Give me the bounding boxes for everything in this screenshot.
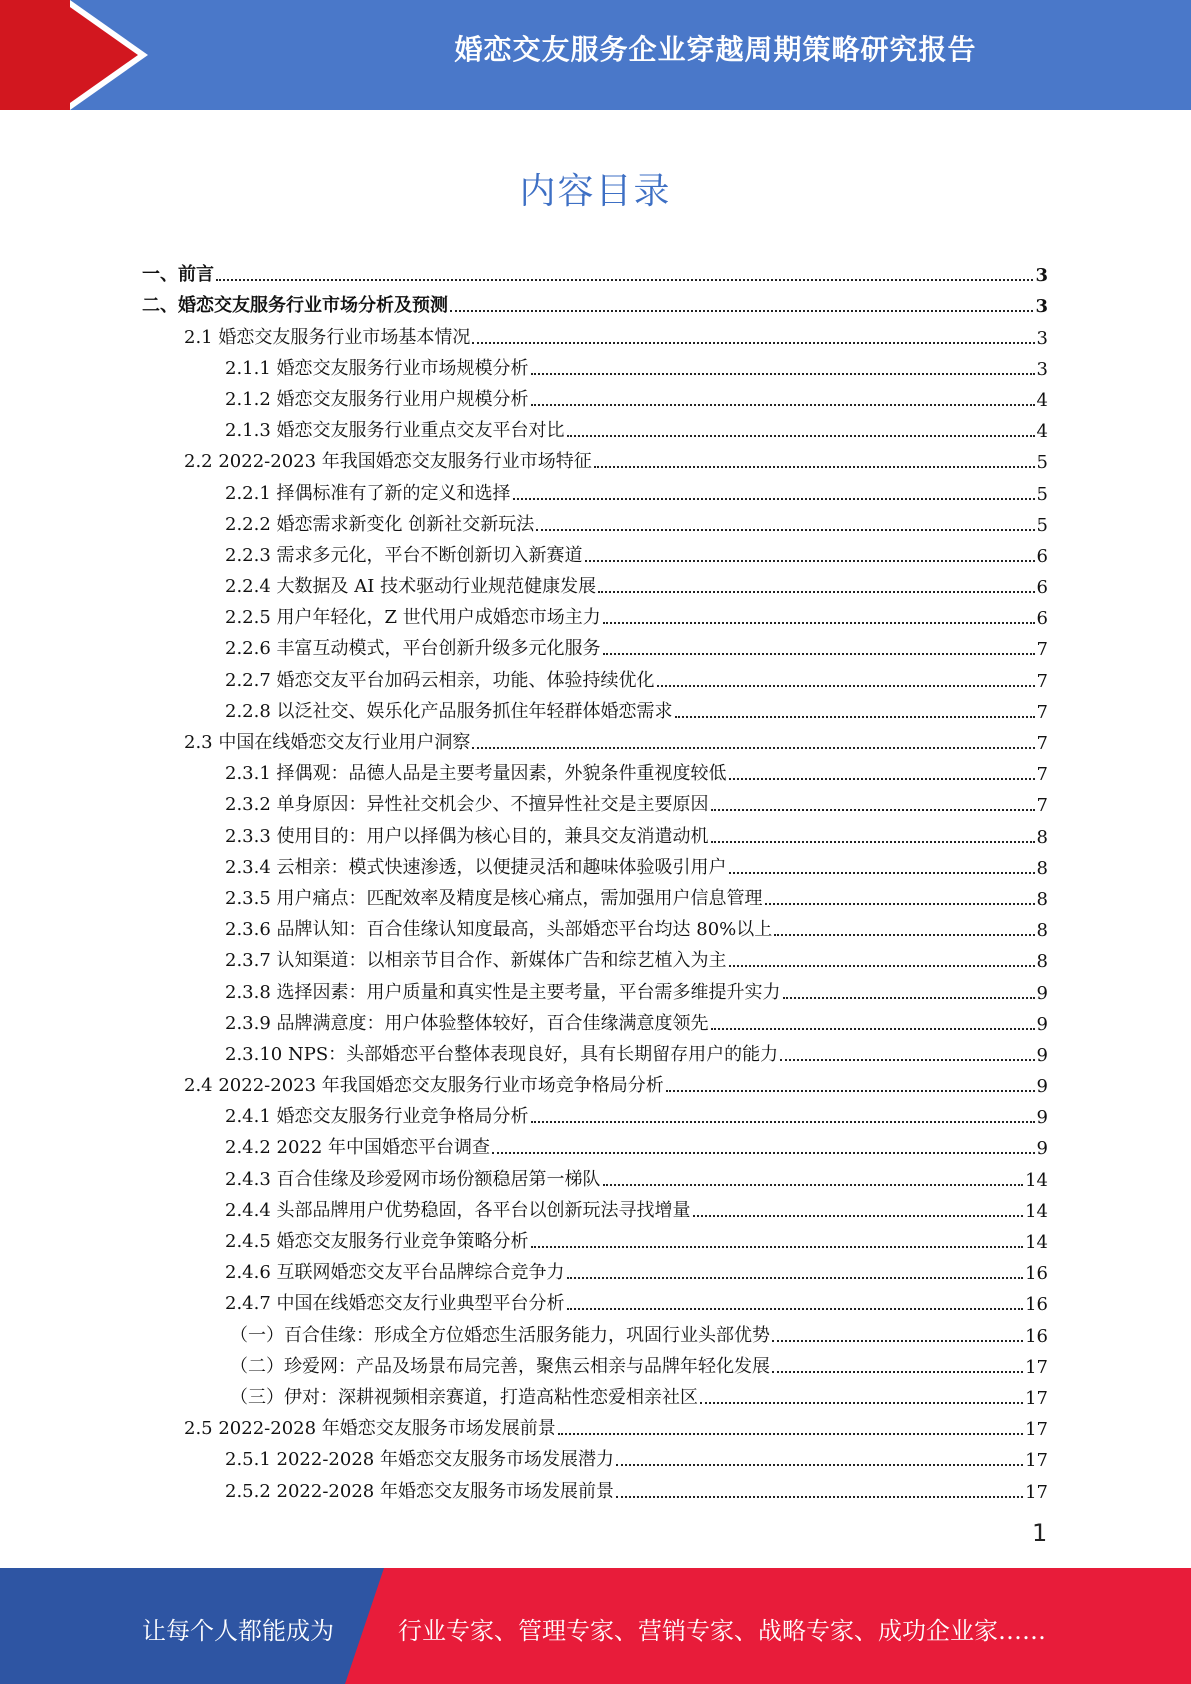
toc-entry[interactable]	[142, 1378, 1048, 1409]
toc-dot-leader	[616, 1463, 1023, 1466]
toc-dot-leader	[765, 902, 1035, 905]
toc-entry-page: 17	[1025, 1356, 1048, 1378]
toc-entry-title: 2.1.1 婚恋交友服务行业市场规模分析	[225, 357, 529, 379]
toc-entry[interactable]	[142, 879, 1048, 910]
toc-dot-leader	[783, 996, 1035, 999]
toc-dot-leader	[492, 1151, 1034, 1154]
toc-dot-leader	[774, 933, 1034, 936]
toc-dot-leader	[531, 1120, 1035, 1123]
toc-dot-leader	[700, 1401, 1023, 1404]
toc-entry-title: 2.3.3 使用目的：用户以择偶为核心目的，兼具交友消遣动机	[225, 825, 709, 847]
toc-entry-page: 8	[1036, 826, 1048, 848]
toc-entry[interactable]	[142, 692, 1048, 723]
toc-entry-page: 3	[1035, 265, 1048, 287]
toc-entry[interactable]	[142, 411, 1048, 442]
toc-heading: 内容目录	[519, 171, 672, 212]
toc-dot-leader	[693, 1214, 1024, 1217]
toc-dot-leader	[558, 1432, 1023, 1435]
toc-dot-leader	[216, 278, 1033, 281]
toc-dot-leader	[711, 1027, 1035, 1030]
toc-entry-title: 2.3.8 选择因素：用户质量和真实性是主要考量，平台需多维提升实力	[225, 981, 781, 1003]
toc-entry-title: 2.4.7 中国在线婚恋交友行业典型平台分析	[225, 1293, 565, 1315]
toc-entry-page: 7	[1036, 670, 1048, 692]
toc-entry-title: 2.3.6 品牌认知：百合佳缘认知度最高，头部婚恋平台均达 80%以上	[225, 919, 773, 941]
toc-entry-title: 2.4.2 2022 年中国婚恋平台调查	[225, 1137, 491, 1159]
footer-slogan-right: 行业专家、管理专家、营销专家、战略专家、成功企业家……	[398, 1617, 1046, 1645]
toc-dot-leader	[450, 309, 1033, 312]
toc-entry-page: 8	[1036, 857, 1048, 879]
toc-entry[interactable]	[142, 1315, 1048, 1346]
toc-dot-leader	[567, 1276, 1024, 1279]
toc-dot-leader	[567, 1307, 1024, 1310]
toc-entry[interactable]	[142, 1409, 1048, 1440]
toc-entry-title: 2.4.1 婚恋交友服务行业竞争格局分析	[225, 1106, 529, 1128]
toc-entry-page: 9	[1036, 1138, 1048, 1160]
toc-entry-title: 2.2.5 用户年轻化，Z 世代用户成婚恋市场主力	[225, 607, 601, 629]
toc-dot-leader	[513, 497, 1035, 500]
toc-entry[interactable]	[142, 473, 1048, 504]
toc-dot-leader	[585, 559, 1035, 562]
toc-entry[interactable]	[142, 349, 1048, 380]
toc-entry-title: 2.3.2 单身原因：异性社交机会少、不擅异性社交是主要原因	[225, 794, 709, 816]
toc-entry-title: 2.4.3 百合佳缘及珍爱网市场份额稳居第一梯队	[225, 1168, 601, 1190]
toc-dot-leader	[594, 465, 1035, 468]
toc-dot-leader	[711, 840, 1035, 843]
toc-entry-page: 9	[1036, 1107, 1048, 1129]
toc-entry-title: 2.3.5 用户痛点：匹配效率及精度是核心痛点，需加强用户信息管理	[225, 887, 763, 909]
toc-entry-page: 4	[1036, 389, 1048, 411]
toc-dot-leader	[531, 403, 1035, 406]
page-number: 1	[1032, 1519, 1048, 1547]
toc-dot-leader	[531, 1245, 1024, 1248]
toc-entry-title: 2.3.9 品牌满意度：用户体验整体较好，百合佳缘满意度领先	[225, 1012, 709, 1034]
toc-dot-leader	[729, 871, 1035, 874]
toc-entry-page: 4	[1036, 421, 1048, 443]
toc-dot-leader	[675, 715, 1035, 718]
toc-entry-title: 2.2.6 丰富互动模式，平台创新升级多元化服务	[225, 638, 601, 660]
footer-slogan-left: 让每个人都能成为	[142, 1617, 334, 1645]
page-header	[0, 0, 1191, 110]
toc-dot-leader	[616, 1495, 1023, 1498]
toc-entry[interactable]	[142, 1066, 1048, 1097]
toc-entry-page: 17	[1025, 1387, 1048, 1409]
toc-entry[interactable]	[142, 1253, 1048, 1284]
toc-entry-page: 5	[1036, 514, 1048, 536]
toc-dot-leader	[531, 372, 1035, 375]
toc-entry[interactable]	[142, 816, 1048, 847]
toc-entry-title: 2.2.2 婚恋需求新变化 创新社交新玩法	[225, 513, 535, 535]
toc-dot-leader	[729, 777, 1035, 780]
toc-entry-page: 16	[1025, 1294, 1048, 1316]
toc-dot-leader	[603, 1183, 1024, 1186]
toc-dot-leader	[780, 1058, 1034, 1061]
toc-dot-leader	[666, 1089, 1035, 1092]
table-of-contents	[142, 255, 1048, 1503]
toc-entry[interactable]	[142, 317, 1048, 348]
toc-entry-page: 6	[1036, 608, 1048, 630]
toc-entry-title: 2.1.3 婚恋交友服务行业重点交友平台对比	[225, 420, 565, 442]
toc-entry-page: 17	[1025, 1481, 1048, 1503]
toc-entry-title: 2.4.4 头部品牌用户优势稳固，各平台以创新玩法寻找增量	[225, 1199, 691, 1221]
toc-entry-page: 14	[1025, 1232, 1048, 1253]
toc-entry[interactable]	[142, 1191, 1048, 1222]
toc-dot-leader	[657, 684, 1035, 687]
toc-entry[interactable]	[142, 255, 1048, 286]
toc-entry[interactable]	[142, 1471, 1048, 1502]
toc-entry[interactable]	[142, 1035, 1048, 1066]
toc-entry-page: 7	[1036, 733, 1048, 754]
toc-entry-title: 2.1 婚恋交友服务行业市场基本情况	[184, 326, 471, 348]
toc-entry[interactable]	[142, 286, 1048, 317]
toc-dot-leader	[729, 964, 1035, 967]
toc-entry-page: 7	[1036, 795, 1048, 817]
toc-entry[interactable]	[142, 848, 1048, 879]
toc-entry-title: 2.5.2 2022-2028 年婚恋交友服务市场发展前景	[225, 1480, 614, 1502]
toc-entry-page: 6	[1036, 577, 1048, 599]
toc-entry-title: 2.4 2022-2023 年我国婚恋交友服务行业市场竞争格局分析	[184, 1075, 664, 1097]
toc-entry-title: 2.2.4 大数据及 AI 技术驱动行业规范健康发展	[225, 576, 597, 598]
toc-entry-title: 2.2.7 婚恋交友平台加码云相亲，功能、体验持续优化	[225, 669, 655, 691]
toc-dot-leader	[472, 746, 1034, 749]
toc-entry-page: 16	[1025, 1263, 1048, 1285]
toc-entry[interactable]	[142, 1284, 1048, 1315]
toc-entry-page: 9	[1036, 1013, 1048, 1035]
toc-entry[interactable]	[142, 1159, 1048, 1190]
report-title: 婚恋交友服务企业穿越周期策略研究报告	[454, 33, 977, 66]
toc-entry[interactable]	[142, 442, 1048, 473]
toc-dot-leader	[603, 652, 1035, 655]
toc-entry-page: 8	[1036, 951, 1048, 973]
toc-entry[interactable]	[142, 785, 1048, 816]
toc-entry-page: 7	[1036, 701, 1048, 723]
toc-entry-page: 9	[1036, 982, 1048, 1004]
toc-entry-title: 2.3.4 云相亲：模式快速渗透，以便捷灵活和趣味体验吸引用户	[225, 856, 727, 878]
toc-dot-leader	[772, 1370, 1023, 1373]
toc-entry-title: 2.5 2022-2028 年婚恋交友服务市场发展前景	[184, 1418, 556, 1440]
toc-dot-leader	[603, 621, 1035, 624]
toc-entry[interactable]	[142, 1440, 1048, 1471]
toc-entry-page: 8	[1036, 920, 1048, 942]
toc-entry-page: 9	[1036, 1076, 1048, 1098]
toc-entry-page: 8	[1036, 888, 1048, 910]
toc-entry-title: （二）珍爱网：产品及场景布局完善，聚焦云相亲与品牌年轻化发展	[230, 1355, 770, 1377]
toc-entry-title: 2.3 中国在线婚恋交友行业用户洞察	[184, 732, 471, 753]
header-chevron-red	[60, 0, 138, 110]
toc-entry-title: 2.2.1 择偶标准有了新的定义和选择	[225, 482, 511, 504]
toc-entry-title: 2.3.1 择偶观：品德人品是主要考量因素，外貌条件重视度较低	[225, 763, 727, 785]
toc-entry-page: 16	[1025, 1325, 1048, 1347]
toc-dot-leader	[536, 528, 1034, 531]
toc-entry-page: 14	[1025, 1169, 1048, 1191]
page-footer	[0, 1568, 1191, 1684]
toc-entry-title: 2.1.2 婚恋交友服务行业用户规模分析	[225, 388, 529, 410]
toc-entry[interactable]	[142, 910, 1048, 941]
toc-entry-page: 9	[1036, 1044, 1048, 1066]
toc-entry-title: 2.2 2022-2023 年我国婚恋交友服务行业市场特征	[184, 451, 592, 473]
toc-entry[interactable]	[142, 754, 1048, 785]
toc-entry-title: 2.3.10 NPS：头部婚恋平台整体表现良好，具有长期留存用户的能力	[225, 1043, 779, 1065]
toc-entry[interactable]	[142, 380, 1048, 411]
toc-entry-page: 6	[1036, 545, 1048, 567]
toc-entry-title: （一）百合佳缘：形成全方位婚恋生活服务能力，巩固行业头部优势	[230, 1324, 770, 1346]
toc-entry-page: 14	[1025, 1200, 1048, 1222]
toc-entry-title: 二、婚恋交友服务行业市场分析及预测	[142, 295, 448, 317]
toc-entry[interactable]	[142, 1097, 1048, 1128]
toc-entry-title: 2.5.1 2022-2028 年婚恋交友服务市场发展潜力	[225, 1449, 614, 1471]
toc-entry-page: 7	[1036, 764, 1048, 786]
toc-entry-title: 2.2.3 需求多元化，平台不断创新切入新赛道	[225, 544, 583, 566]
toc-entry-title: （三）伊对：深耕视频相亲赛道，打造高粘性恋爱相亲社区	[230, 1386, 698, 1408]
toc-entry-title: 一、前言	[142, 264, 214, 286]
toc-dot-leader	[711, 808, 1035, 811]
toc-entry-title: 2.3.7 认知渠道：以相亲节目合作、新媒体广告和综艺植入为主	[225, 950, 727, 972]
toc-entry-page: 3	[1036, 327, 1048, 349]
toc-entry[interactable]	[142, 1004, 1048, 1035]
toc-entry[interactable]	[142, 723, 1048, 754]
toc-entry[interactable]	[142, 629, 1048, 660]
toc-entry-page: 5	[1036, 452, 1048, 474]
toc-entry[interactable]	[142, 1222, 1048, 1253]
toc-entry-page: 17	[1025, 1450, 1048, 1472]
toc-entry[interactable]	[142, 660, 1048, 691]
toc-entry[interactable]	[142, 567, 1048, 598]
toc-dot-leader	[598, 590, 1034, 593]
toc-dot-leader	[472, 341, 1034, 344]
toc-entry[interactable]	[142, 941, 1048, 972]
toc-entry-page: 3	[1036, 358, 1048, 380]
toc-entry-page: 7	[1036, 639, 1048, 661]
toc-dot-leader	[567, 434, 1035, 437]
toc-entry-title: 2.4.5 婚恋交友服务行业竞争策略分析	[225, 1231, 529, 1252]
toc-entry[interactable]	[142, 536, 1048, 567]
toc-entry[interactable]	[142, 1128, 1048, 1159]
toc-dot-leader	[772, 1339, 1023, 1342]
toc-entry-page: 5	[1036, 483, 1048, 505]
toc-entry-page: 3	[1035, 296, 1048, 318]
toc-entry[interactable]	[142, 505, 1048, 536]
toc-entry-page: 17	[1025, 1419, 1048, 1441]
toc-entry-title: 2.2.8 以泛社交、娱乐化产品服务抓住年轻群体婚恋需求	[225, 700, 673, 722]
toc-entry-title: 2.4.6 互联网婚恋交友平台品牌综合竞争力	[225, 1262, 565, 1284]
toc-entry[interactable]	[142, 1347, 1048, 1378]
toc-entry[interactable]	[142, 972, 1048, 1003]
toc-entry[interactable]	[142, 598, 1048, 629]
